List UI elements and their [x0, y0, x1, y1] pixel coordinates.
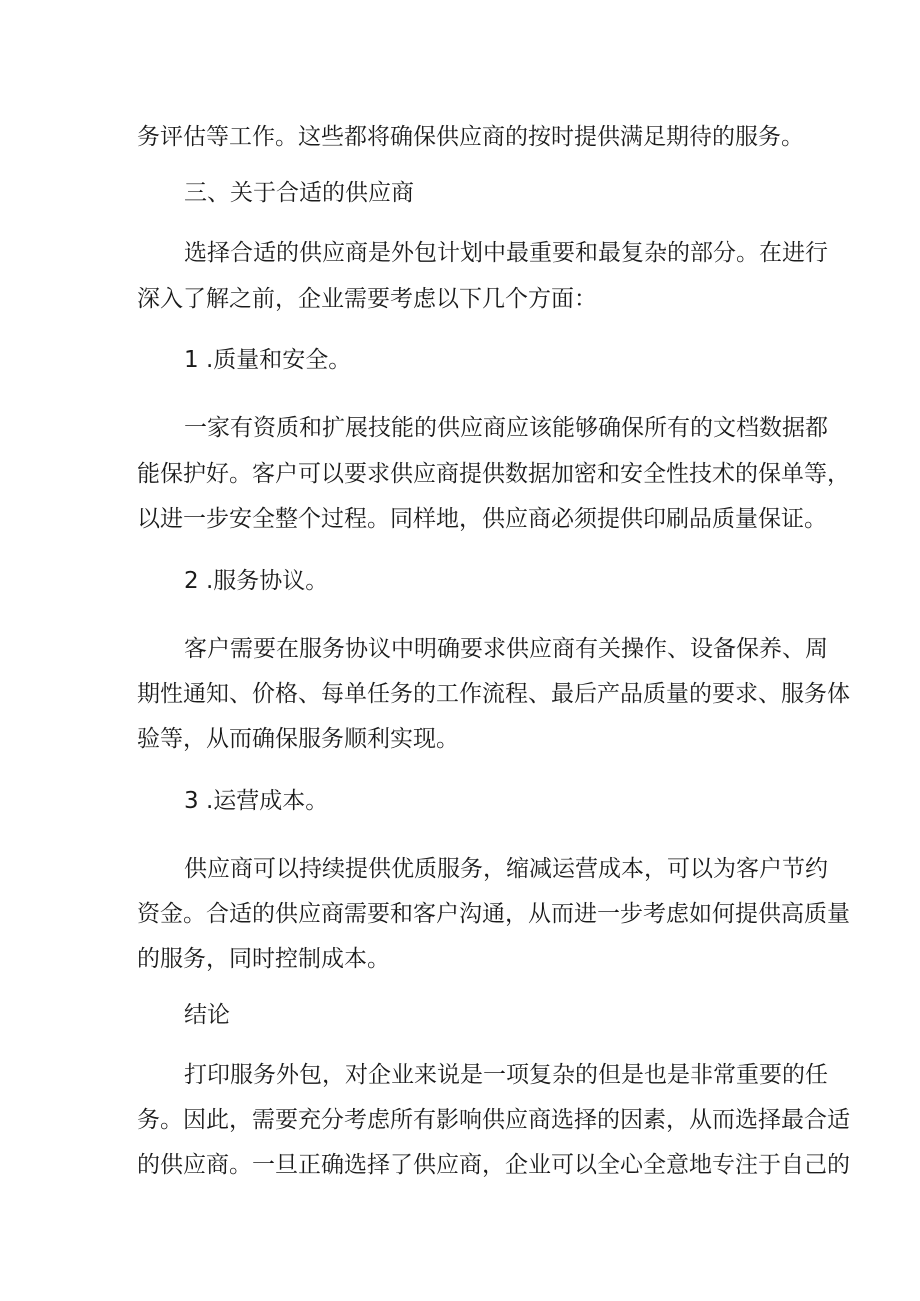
paragraph-line: 选择合适的供应商是外包计划中最重要和最复杂的部分。在进行: [184, 240, 828, 266]
conclusion-heading: 结论: [184, 1002, 230, 1028]
paragraph-line: 的服务，同时控制成本。: [137, 946, 390, 972]
paragraph-line: 一家有资质和扩展技能的供应商应该能够确保所有的文档数据都: [184, 415, 828, 441]
paragraph-line: 务评估等工作。这些都将确保供应商的按时提供满足期待的服务。: [137, 124, 804, 150]
paragraph-line: 验等，从而确保服务顺利实现。: [137, 726, 459, 752]
paragraph-line: 务。因此，需要充分考虑所有影响供应商选择的因素，从而选择最合适: [137, 1107, 850, 1133]
subsection-heading: 3 .运营成本。: [184, 788, 329, 814]
paragraph-line: 深入了解之前，企业需要考虑以下几个方面：: [137, 286, 597, 312]
paragraph-line: 期性通知、价格、每单任务的工作流程、最后产品质量的要求、服务体: [137, 681, 850, 707]
paragraph-line: 资金。合适的供应商需要和客户沟通，从而进一步考虑如何提供高质量: [137, 901, 850, 927]
section-heading: 三、关于合适的供应商: [184, 180, 414, 206]
paragraph-line: 供应商可以持续提供优质服务，缩减运营成本，可以为客户节约: [184, 856, 828, 882]
paragraph-line: 客户需要在服务协议中明确要求供应商有关操作、设备保养、周: [184, 636, 828, 662]
paragraph-line: 能保护好。客户可以要求供应商提供数据加密和安全性技术的保单等，: [137, 461, 850, 487]
subsection-heading: 2 .服务协议。: [184, 568, 329, 594]
subsection-heading: 1 .质量和安全。: [184, 347, 352, 373]
paragraph-line: 以进一步安全整个过程。同样地，供应商必须提供印刷品质量保证。: [137, 506, 827, 532]
paragraph-line: 的供应商。一旦正确选择了供应商，企业可以全心全意地专注于自己的: [137, 1152, 850, 1178]
paragraph-line: 打印服务外包，对企业来说是一项复杂的但是也是非常重要的任: [184, 1062, 828, 1088]
